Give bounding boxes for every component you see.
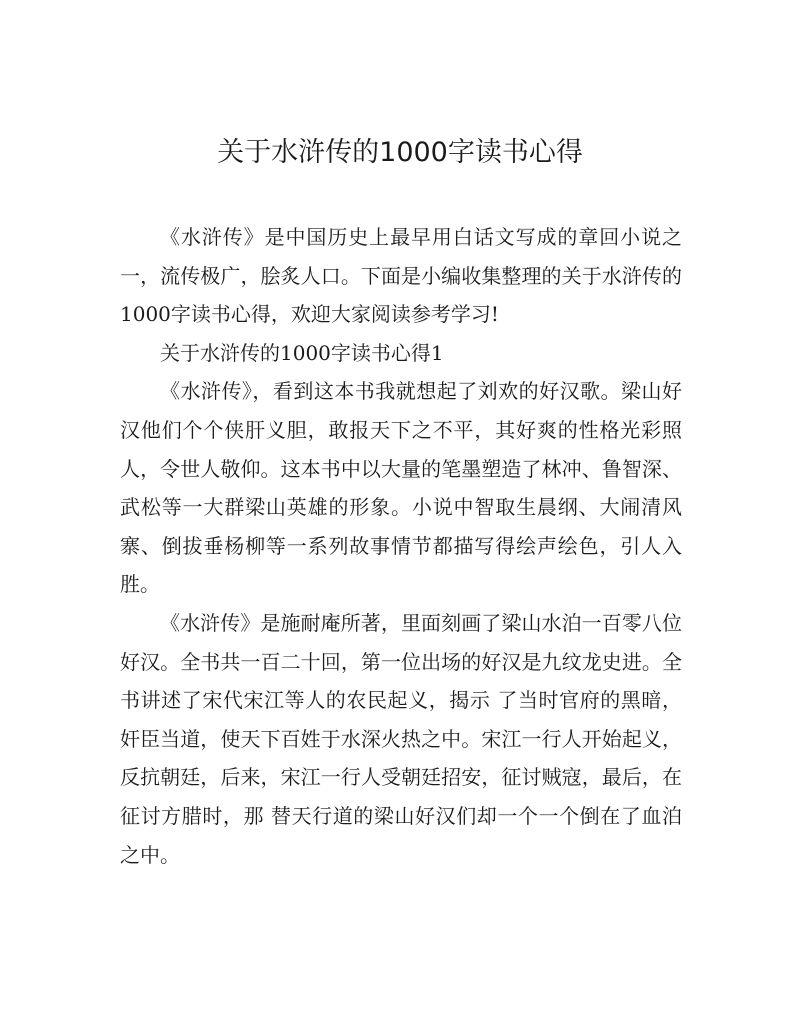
paragraph-summary: 《水浒传》是施耐庵所著，里面刻画了梁山水泊一百零八位好汉。全书共一百二十回，第一位出场的好汉是九纹龙史进。全书讲述了宋代宋江等人的农民起义，揭示 了当时官府的黑暗，奸臣当道，使天下百姓于水深火热之中。宋江一行人开始起义，反抗朝廷，后来，宋江一行人受朝廷招安，征讨贼寇，最后，在征讨方腊时，那 替天行道的梁山好汉们却一个一个倒在了血泊之中。 xyxy=(120,610,682,867)
paragraph-intro: 《水浒传》是中国历史上最早用白话文写成的章回小说之一，流传极广，脍炙人口。下面是小编收集整理的关于水浒传的1000字读书心得，欢迎大家阅读参考学习! xyxy=(120,225,682,327)
paragraph-heroes: 《水浒传》，看到这本书我就想起了刘欢的好汉歌。梁山好汉他们个个侠肝义胆，敢报天下之不平，其好爽的性格光彩照人，令世人敬仰。这本书中以大量的笔墨塑造了林冲、鲁智深、武松等一大群梁山英雄的形象。小说中智取生晨纲、大闹清风寨、倒拔垂杨柳等一系列故事情节都描写得绘声绘色，引人入胜。 xyxy=(120,379,682,597)
section-heading: 关于水浒传的1000字读书心得1 xyxy=(160,340,444,365)
document-body xyxy=(120,218,682,874)
document-title: 关于水浒传的1000字读书心得 xyxy=(217,137,583,168)
